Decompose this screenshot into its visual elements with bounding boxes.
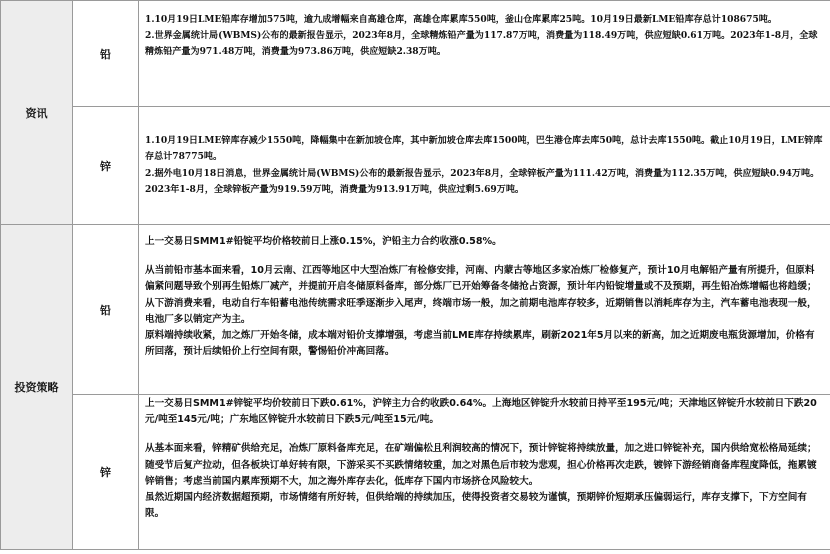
metal-label-zinc: 锌 — [73, 107, 139, 225]
section-label-strategy: 投资策略 — [1, 225, 73, 550]
strategy-lead-row — [1, 225, 830, 395]
metal-label-lead-strategy: 铅 — [73, 225, 139, 395]
news-lead-line-1: 1.10月19日LME铅库存增加575吨，逾九成增幅来自高雄仓库，高雄仓库累库550吨，釜山仓库累库25吨。10月19日最新LME铅库存总计108675吨。 — [145, 14, 777, 25]
strategy-zinc-para-1: 上一交易日SMM1#锌锭平均价较前日下跌0.61%，沪锌主力合约收跌0.64%。上海地区锌锭升水较前日持平至195元/吨；天津地区锌锭升水较前日下跌20元/吨至145元/吨；广东地区锌锭升水较前日下跌5元/吨至15元/吨。 — [145, 398, 817, 426]
strategy-zinc-para-2: 从基本面来看，锌精矿供给充足，冶炼厂原料备库充足，在矿端偏松且利润较高的情况下，预计锌锭将持续放量，加之进口锌锭补充，国内供给宽松格局延续；随受节后复产拉动，但各板块订单好转有限，下游采买不买跌情绪较重，加之对黑色后市较为悲观，担心价格再次走跌，镀锌下游经销商备库程度降低，拖累镀锌销售；考虑当前国内累库预期不大，加之海外库存去化，低库存下国内市场挤仓风险较大。 虽然近期国内经济数据超预期，市场情绪有所好转，但供给端的持续加压，使得投资者交易较为谨慎，预期锌价短期承压偏弱运行，库存支撑下，下方空间有限。 — [145, 443, 817, 520]
metal-label-zinc-strategy: 锌 — [73, 395, 139, 550]
news-lead-content — [139, 1, 830, 107]
news-zinc-line-2: 2.据外电10月18日消息，世界金属统计局(WBMS)公布的最新报告显示，2023年8月，全球锌板产量为111.42万吨，消费量为112.35万吨，供应短缺0.94万吨。2023年1-8月，全球锌板产量为919.59万吨，消费量为913.91万吨，供应过剩5.69万吨。 — [145, 167, 820, 195]
metal-label-lead: 铅 — [73, 1, 139, 107]
news-zinc-line-1: 1.10月19日LME锌库存减少1550吨，降幅集中在新加坡仓库，其中新加坡仓库去库1500吨，巴生港仓库去库50吨，总计去库1550吨。截止10月19日，LME锌库存总计78775吨。 — [145, 135, 823, 163]
strategy-zinc-content — [139, 395, 830, 550]
section-label-news: 资讯 — [1, 1, 73, 225]
strategy-lead-para-1: 上一交易日SMM1#铅锭平均价格较前日上涨0.15%，沪铅主力合约收涨0.58%。 — [145, 236, 502, 247]
strategy-lead-content — [139, 225, 830, 395]
news-zinc-row — [1, 107, 830, 225]
strategy-zinc-row — [1, 395, 830, 550]
news-zinc-content — [139, 107, 830, 225]
news-lead-line-2: 2.世界金属统计局(WBMS)公布的最新报告显示，2023年8月，全球精炼铅产量为117.87万吨，消费量为118.49万吨，供应短缺0.61万吨。2023年1-8月，全球精炼铅产量为971.48万吨，消费量为973.86万吨，供应短缺2.38万吨。 — [145, 30, 818, 58]
news-lead-row — [1, 1, 830, 107]
strategy-lead-para-2: 从当前铅市基本面来看，10月云南、江西等地区中大型冶炼厂有检修安排，河南、内蒙古等地区多家冶炼厂检修复产，预计10月电解铅产量有所提升，但原料偏紧问题导致个别再生铅炼厂减产，并提前开启冬储原料备库，部分炼厂已开始筹备冬储抢占资源，预计年内铅锭增量或不及预期，再生铅冶炼增幅也将趋缓；从下游消费来看，电动自行车铅蓄电池传统需求旺季逐渐步入尾声，终端市场一般，加之前期电池库存较多，近期销售以消耗库存为主，汽车蓄电池表现一般，电池厂多以销定产为主。 原料端持续收紧，加之炼厂开始冬储，成本端对铅价支撑增强，考虑当前LME库存持续累库，刷新2021年5月以来的新高，加之近期废电瓶货源增加，价格有所回落，预计后续铅价上行空间有限，警惕铅价冲高回落。 — [145, 265, 817, 358]
